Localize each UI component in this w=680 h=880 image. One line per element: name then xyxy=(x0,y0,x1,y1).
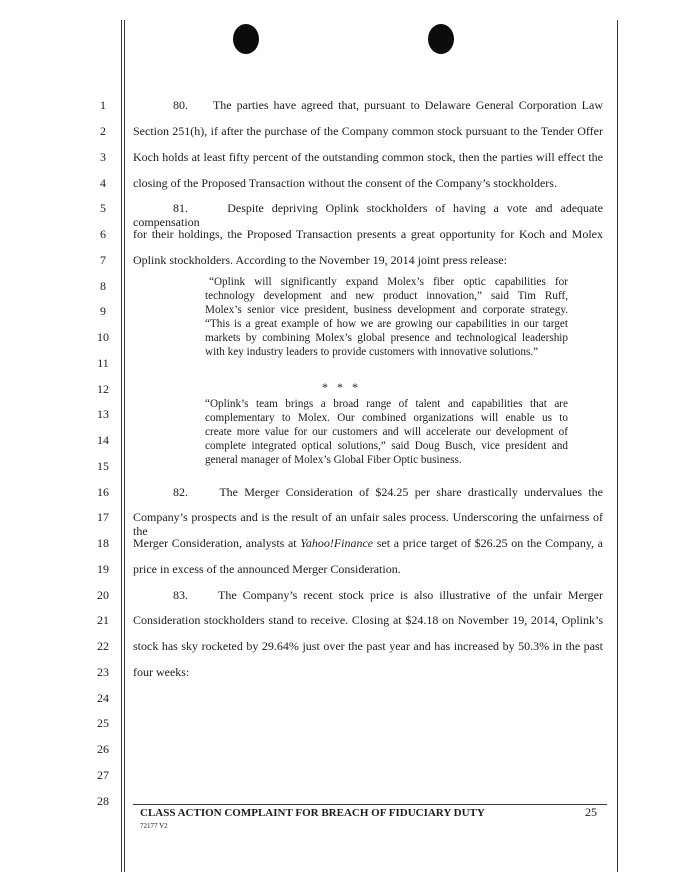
line-number: 15 xyxy=(97,459,109,473)
paragraph-text: Merger Consideration, analysts at xyxy=(133,536,301,550)
page-number: 25 xyxy=(585,805,597,819)
line-number: 16 xyxy=(97,485,109,499)
paragraph-line xyxy=(133,201,603,229)
paragraph-line: Consideration stockholders stand to receive. Closing at $24.18 on November 19, 2014, Oplink’s xyxy=(133,613,603,627)
footer-doc-id: 72177 V2 xyxy=(140,822,168,830)
line-number: 8 xyxy=(100,279,106,293)
paragraph-number: 80. xyxy=(173,98,188,112)
paragraph-line: for their holdings, the Proposed Transaction presents a great opportunity for Koch and Molex xyxy=(133,227,603,241)
line-number: 27 xyxy=(97,768,109,782)
line-number: 3 xyxy=(100,150,106,164)
paragraph-number: 81. xyxy=(173,201,188,215)
paragraph-line xyxy=(133,536,603,550)
line-number: 5 xyxy=(100,201,106,215)
paragraph-text: set a price target of $26.25 on the Company, a xyxy=(373,536,603,550)
quote-line: “This is a great example of how we are growing our capabilities in our target xyxy=(205,318,568,330)
line-number: 21 xyxy=(97,613,109,627)
line-number: 12 xyxy=(97,382,109,396)
line-number: 17 xyxy=(97,510,109,524)
line-number: 9 xyxy=(100,304,106,318)
paragraph-number: 82. xyxy=(173,485,188,499)
quote-line: general manager of Molex’s Global Fiber Optic business. xyxy=(205,454,462,466)
footer-title: CLASS ACTION COMPLAINT FOR BREACH OF FIDUCIARY DUTY xyxy=(140,807,485,819)
paragraph-line: four weeks: xyxy=(133,665,190,679)
line-number: 23 xyxy=(97,665,109,679)
paragraph-line xyxy=(133,588,603,602)
paragraph-line: closing of the Proposed Transaction without the consent of the Company’s stockholders. xyxy=(133,176,557,190)
paragraph-line: price in excess of the announced Merger Consideration. xyxy=(133,562,401,576)
line-number: 1 xyxy=(100,98,106,112)
line-number: 2 xyxy=(100,124,106,138)
line-number: 28 xyxy=(97,794,109,808)
paragraph-text: The parties have agreed that, pursuant to Delaware General Corporation Law xyxy=(212,98,603,112)
paragraph-line: Company’s prospects and is the result of an unfair sales process. Underscoring the unfairness of the xyxy=(133,510,603,538)
paragraph-text: The Company’s recent stock price is also illustrative of the unfair Merger xyxy=(218,588,603,602)
quote-line: Molex’s senior vice president, business development and corporate strategy. xyxy=(205,304,568,316)
line-number: 6 xyxy=(100,227,106,241)
source-name-italic: Yahoo!Finance xyxy=(300,536,374,550)
line-number: 20 xyxy=(97,588,109,602)
quote-line: markets by combining Molex’s global presence and technological leadership xyxy=(205,332,568,344)
paragraph-text: Despite depriving Oplink stockholders of having a vote and adequate compensation xyxy=(133,201,604,229)
line-number: 22 xyxy=(97,639,109,653)
footer-rule xyxy=(133,804,607,805)
line-number: 24 xyxy=(97,691,109,705)
paragraph-line xyxy=(133,485,603,499)
quote-text: “Oplink will significantly expand Molex’s fiber optic capabilities for xyxy=(209,276,568,288)
line-number: 18 xyxy=(97,536,109,550)
line-number: 10 xyxy=(97,330,109,344)
right-margin-rule xyxy=(617,20,618,872)
line-number: 14 xyxy=(97,433,109,447)
left-margin-rule-inner xyxy=(124,20,125,872)
left-margin-rule-outer xyxy=(121,20,122,872)
paragraph-line: Oplink stockholders. According to the November 19, 2014 joint press release: xyxy=(133,253,507,267)
quote-line: “Oplink’s team brings a broad range of talent and capabilities that are xyxy=(205,398,568,410)
paragraph-line: Koch holds at least fifty percent of the outstanding common stock, then the parties will effect the xyxy=(133,150,603,164)
punch-hole-right xyxy=(428,24,454,54)
line-number: 7 xyxy=(100,253,106,267)
quote-line: technology development and new product innovation,” said Tim Ruff, xyxy=(205,290,568,302)
line-number: 25 xyxy=(97,716,109,730)
paragraph-line: Section 251(h), if after the purchase of the Company common stock pursuant to the Tender Offer xyxy=(133,124,603,138)
quote-line: with key industry leaders to provide customers with innovative solutions.” xyxy=(205,346,539,358)
paragraph-text: The Merger Consideration of $24.25 per share drastically undervalues the xyxy=(219,485,603,499)
line-number: 11 xyxy=(97,356,109,370)
quote-line xyxy=(205,276,568,289)
quote-line: create more value for our customers and will accelerate our development of xyxy=(205,426,568,438)
quote-line: complementary to Molex. Our combined organizations will enable us to xyxy=(205,412,568,424)
quote-line: complete integrated optical solutions,” said Doug Busch, vice president and xyxy=(205,440,568,452)
line-number: 26 xyxy=(97,742,109,756)
line-number: 19 xyxy=(97,562,109,576)
punch-hole-left xyxy=(233,24,259,54)
line-number: 4 xyxy=(100,176,106,190)
paragraph-line: stock has sky rocketed by 29.64% just over the past year and has increased by 50.3% in the past xyxy=(133,639,603,653)
section-separator: * * * xyxy=(322,380,358,394)
paragraph-line xyxy=(133,98,603,112)
line-number: 13 xyxy=(97,407,109,421)
paragraph-number: 83. xyxy=(173,588,188,602)
